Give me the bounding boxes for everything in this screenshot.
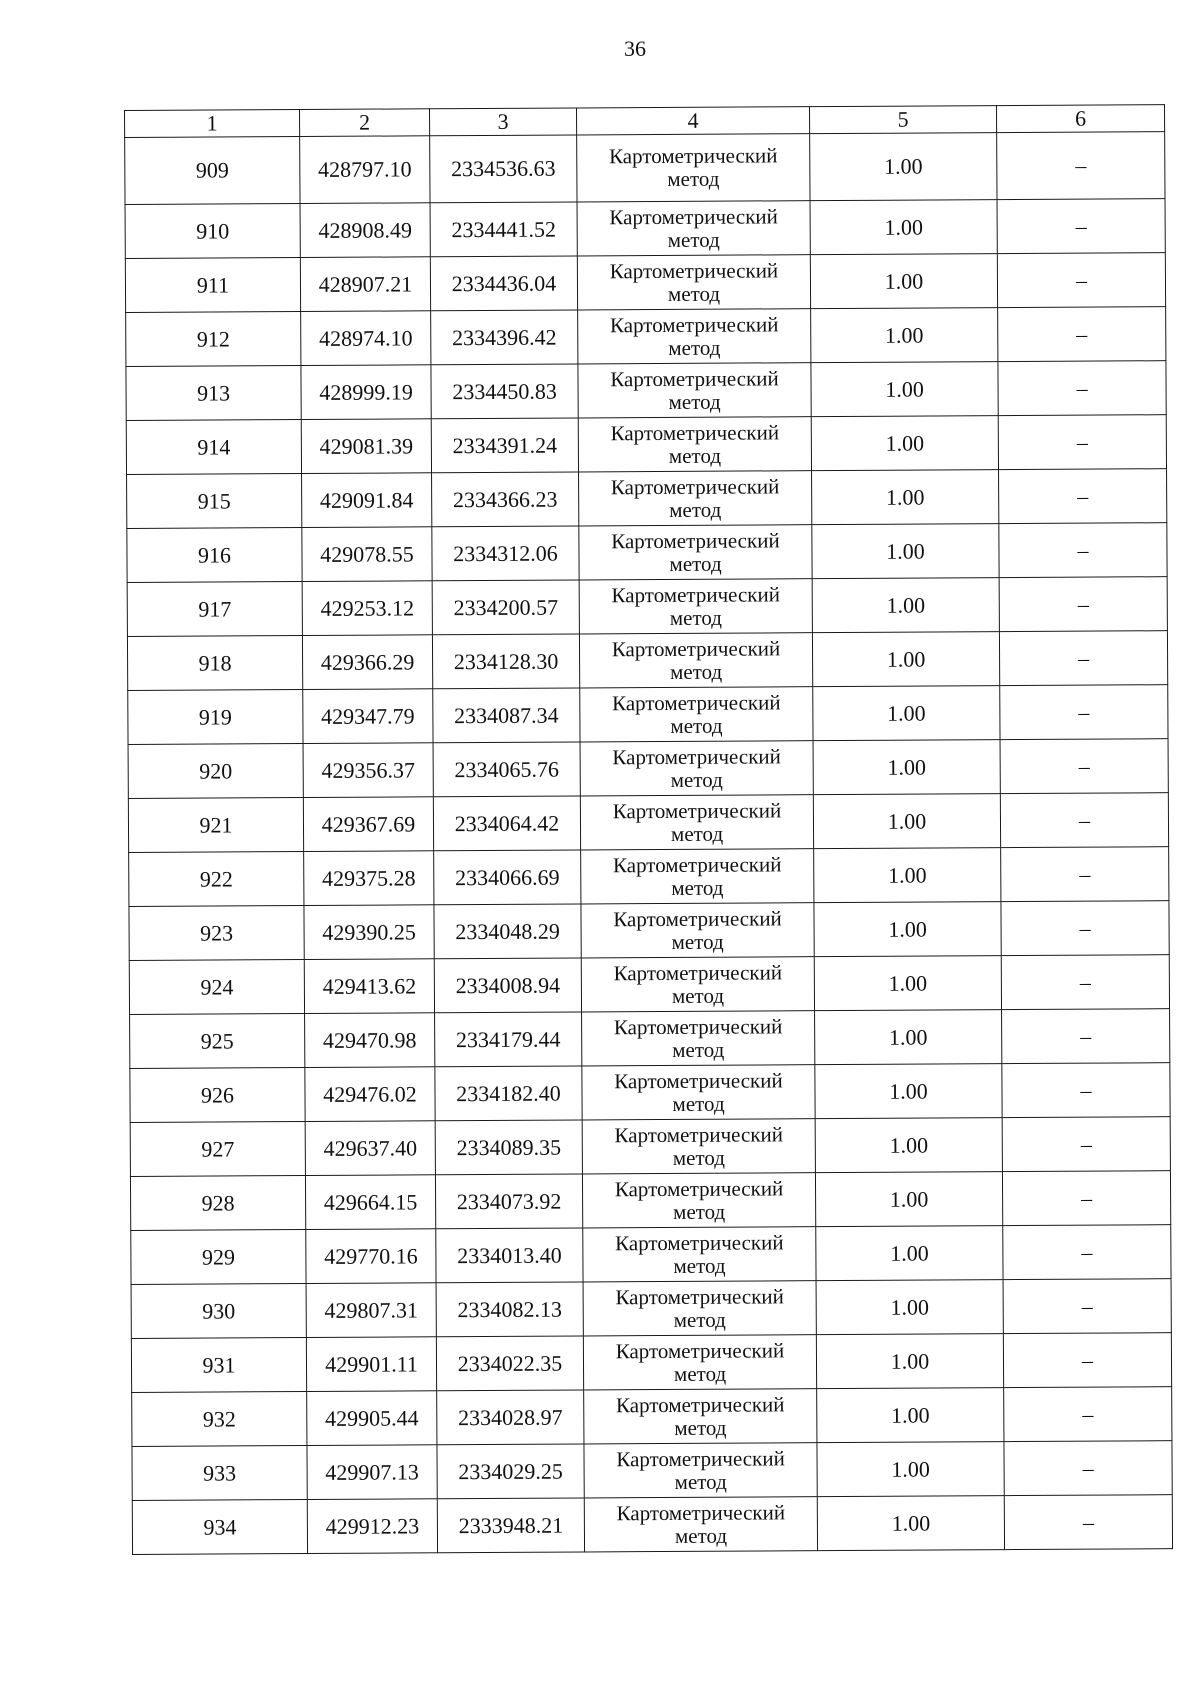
method-line-1: Картометрический [615, 1337, 785, 1363]
method-line-1: Картометрический [610, 365, 779, 391]
table-row [131, 1279, 1171, 1339]
method-cell [584, 1497, 817, 1552]
point-number-cell: 918 [127, 636, 302, 691]
accuracy-cell: 1.00 [814, 848, 1001, 903]
method-line-1: Картометрический [610, 419, 780, 445]
y-coordinate-cell: 2334082.13 [436, 1282, 583, 1337]
table-row [129, 901, 1169, 961]
method-line-1: Картометрический [608, 143, 778, 169]
point-number-cell: 929 [131, 1230, 306, 1285]
method-cell [578, 363, 811, 418]
note-cell: – [1004, 1495, 1172, 1550]
note-cell: – [997, 199, 1165, 254]
point-number-cell: 920 [128, 744, 303, 799]
note-cell: – [1000, 793, 1168, 848]
method-line-2: метод [669, 605, 722, 630]
method-line-1: Картометрический [612, 797, 782, 823]
accuracy-cell: 1.00 [815, 1118, 1002, 1173]
table-row [127, 469, 1167, 529]
method-cell [584, 1443, 817, 1498]
method-line-1: Картометрический [613, 1013, 783, 1039]
method-cell [581, 849, 814, 904]
method-line-2: метод [669, 497, 722, 522]
x-coordinate-cell: 429091.84 [302, 473, 432, 528]
method-cell [582, 1011, 815, 1066]
page-number: 36 [624, 36, 646, 61]
method-line-1: Картометрический [609, 257, 779, 283]
method-line-2: метод [672, 1091, 725, 1116]
point-number-cell: 930 [131, 1284, 306, 1339]
table-row [126, 415, 1166, 475]
method-line-2: метод [674, 1523, 728, 1548]
method-line-2: метод [673, 1361, 727, 1386]
note-cell: – [1004, 1387, 1172, 1442]
y-coordinate-cell: 2334441.52 [430, 202, 577, 257]
method-line-2: метод [674, 1469, 727, 1494]
point-number-cell: 924 [129, 960, 304, 1015]
method-line-1: Картометрический [612, 743, 781, 769]
method-line-2: метод [674, 1415, 727, 1440]
note-cell: – [1003, 1333, 1171, 1388]
x-coordinate-cell: 429637.40 [305, 1121, 435, 1176]
method-line-2: метод [668, 443, 722, 468]
point-number-cell: 919 [128, 690, 303, 745]
note-cell: – [1000, 685, 1168, 740]
method-line-2: метод [670, 821, 724, 846]
y-coordinate-cell: 2334066.69 [434, 850, 581, 905]
y-coordinate-cell: 2334089.35 [435, 1120, 582, 1175]
accuracy-cell: 1.00 [811, 308, 998, 363]
y-coordinate-cell: 2333948.21 [437, 1498, 584, 1553]
note-cell: – [1003, 1279, 1171, 1334]
method-line-2: метод [668, 389, 721, 414]
x-coordinate-cell: 429081.39 [301, 419, 431, 474]
method-cell [583, 1227, 816, 1282]
x-coordinate-cell: 429356.37 [303, 743, 433, 798]
x-coordinate-cell: 429375.28 [304, 851, 434, 906]
table-row [128, 793, 1168, 853]
table-row [127, 577, 1167, 637]
header-col-1: 1 [125, 110, 300, 138]
method-cell [582, 1119, 815, 1174]
accuracy-cell: 1.00 [816, 1334, 1003, 1389]
method-cell [583, 1281, 816, 1336]
point-number-cell: 932 [132, 1391, 307, 1446]
x-coordinate-cell: 429476.02 [305, 1067, 435, 1122]
accuracy-cell: 1.00 [816, 1226, 1003, 1281]
x-coordinate-cell: 429078.55 [302, 527, 432, 582]
method-line-2: метод [667, 227, 720, 252]
y-coordinate-cell: 2334179.44 [435, 1012, 582, 1067]
table-row [130, 1171, 1170, 1231]
accuracy-cell: 1.00 [810, 254, 997, 309]
method-line-1: Картометрический [611, 635, 781, 661]
method-cell [579, 579, 812, 634]
point-number-cell: 912 [126, 312, 301, 367]
method-line-1: Картометрический [614, 1121, 784, 1147]
note-cell: – [999, 631, 1167, 686]
method-line-2: метод [670, 713, 723, 738]
method-line-2: метод [669, 551, 722, 576]
header-col-4: 4 [576, 107, 809, 135]
note-cell: – [998, 415, 1166, 470]
x-coordinate-cell: 429770.16 [306, 1229, 436, 1284]
x-coordinate-cell: 428907.21 [300, 257, 430, 312]
x-coordinate-cell: 429901.11 [306, 1337, 436, 1392]
x-coordinate-cell: 429912.23 [307, 1499, 437, 1554]
note-cell: – [1002, 1171, 1170, 1226]
y-coordinate-cell: 2334536.63 [430, 135, 577, 203]
accuracy-cell: 1.00 [816, 1280, 1003, 1335]
table-row [130, 1063, 1170, 1123]
accuracy-cell: 1.00 [811, 416, 998, 471]
accuracy-cell: 1.00 [815, 1010, 1002, 1065]
method-cell [581, 903, 814, 958]
method-line-1: Картометрический [614, 1067, 783, 1093]
note-cell: – [1002, 1117, 1170, 1172]
accuracy-cell: 1.00 [812, 524, 999, 579]
method-line-2: метод [670, 767, 723, 792]
x-coordinate-cell: 429470.98 [305, 1013, 435, 1068]
method-cell [580, 795, 813, 850]
note-cell: – [1003, 1225, 1171, 1280]
note-cell: – [999, 577, 1167, 632]
accuracy-cell: 1.00 [813, 740, 1000, 795]
header-col-6: 6 [996, 105, 1164, 133]
method-cell [579, 471, 812, 526]
table-row [128, 739, 1168, 799]
x-coordinate-cell: 428908.49 [300, 203, 430, 258]
method-cell [577, 255, 810, 310]
method-line-2: метод [667, 166, 720, 191]
method-line-2: метод [668, 335, 721, 360]
accuracy-cell: 1.00 [810, 133, 997, 201]
method-line-1: Картометрический [615, 1229, 784, 1255]
coordinates-table [124, 104, 1173, 1555]
note-cell: – [999, 469, 1167, 524]
method-cell [579, 633, 812, 688]
table-row [129, 847, 1169, 907]
table-row [129, 955, 1169, 1015]
accuracy-cell: 1.00 [817, 1388, 1004, 1443]
point-number-cell: 934 [132, 1499, 307, 1554]
coordinates-table-container [124, 104, 1172, 1555]
table-row [130, 1117, 1170, 1177]
method-cell [578, 309, 811, 364]
method-line-2: метод [667, 281, 721, 306]
table-row [128, 685, 1168, 745]
method-line-1: Картометрический [609, 203, 778, 229]
table-row [125, 253, 1165, 313]
y-coordinate-cell: 2334022.35 [436, 1336, 583, 1391]
y-coordinate-cell: 2334028.97 [437, 1390, 584, 1445]
header-col-2: 2 [300, 109, 430, 137]
point-number-cell: 933 [132, 1445, 307, 1500]
accuracy-cell: 1.00 [814, 956, 1001, 1011]
note-cell: – [1001, 955, 1169, 1010]
method-line-2: метод [673, 1307, 726, 1332]
accuracy-cell: 1.00 [812, 632, 999, 687]
method-line-1: Картометрический [611, 527, 780, 553]
x-coordinate-cell: 429367.69 [303, 797, 433, 852]
method-line-1: Картометрический [616, 1445, 785, 1471]
accuracy-cell: 1.00 [815, 1064, 1002, 1119]
y-coordinate-cell: 2334312.06 [432, 526, 579, 581]
x-coordinate-cell: 429390.25 [304, 905, 434, 960]
header-col-3: 3 [429, 108, 576, 136]
point-number-cell: 917 [127, 582, 302, 637]
note-cell: – [1000, 739, 1168, 794]
point-number-cell: 922 [129, 852, 304, 907]
accuracy-cell: 1.00 [810, 200, 997, 255]
method-line-2: метод [673, 1199, 726, 1224]
method-line-1: Картометрический [613, 905, 782, 931]
x-coordinate-cell: 429907.13 [307, 1445, 437, 1500]
y-coordinate-cell: 2334366.23 [432, 472, 579, 527]
y-coordinate-cell: 2334065.76 [433, 742, 580, 797]
accuracy-cell: 1.00 [813, 686, 1000, 741]
table-row [130, 1009, 1170, 1069]
method-line-2: метод [671, 983, 725, 1008]
method-line-2: метод [672, 1145, 725, 1170]
y-coordinate-cell: 2334048.29 [434, 904, 581, 959]
note-cell: – [999, 523, 1167, 578]
note-cell: – [1004, 1441, 1172, 1496]
table-row [132, 1441, 1172, 1501]
method-line-1: Картометрический [615, 1391, 785, 1417]
point-number-cell: 909 [125, 137, 300, 205]
x-coordinate-cell: 429664.15 [305, 1175, 435, 1230]
y-coordinate-cell: 2334436.04 [430, 256, 577, 311]
table-row [132, 1387, 1172, 1447]
x-coordinate-cell: 428974.10 [301, 311, 431, 366]
method-line-1: Картометрический [609, 311, 779, 337]
method-cell [577, 201, 810, 256]
y-coordinate-cell: 2334087.34 [433, 688, 580, 743]
point-number-cell: 925 [130, 1014, 305, 1069]
accuracy-cell: 1.00 [815, 1172, 1002, 1227]
method-line-1: Картометрический [611, 581, 781, 607]
y-coordinate-cell: 2334073.92 [435, 1174, 582, 1229]
method-cell [581, 957, 814, 1012]
method-cell [580, 741, 813, 796]
method-line-2: метод [670, 659, 723, 684]
point-number-cell: 910 [125, 204, 300, 259]
point-number-cell: 921 [128, 798, 303, 853]
y-coordinate-cell: 2334182.40 [435, 1066, 582, 1121]
accuracy-cell: 1.00 [813, 794, 1000, 849]
y-coordinate-cell: 2334064.42 [433, 796, 580, 851]
point-number-cell: 928 [130, 1176, 305, 1231]
method-line-1: Картометрический [613, 959, 783, 985]
table-row [127, 631, 1167, 691]
y-coordinate-cell: 2334396.42 [431, 310, 578, 365]
header-col-5: 5 [809, 106, 996, 134]
point-number-cell: 915 [127, 474, 302, 529]
method-line-2: метод [672, 1037, 725, 1062]
point-number-cell: 926 [130, 1068, 305, 1123]
accuracy-cell: 1.00 [817, 1496, 1004, 1551]
y-coordinate-cell: 2334008.94 [434, 958, 581, 1013]
x-coordinate-cell: 429807.31 [306, 1283, 436, 1338]
method-cell [579, 525, 812, 580]
note-cell: – [997, 132, 1165, 200]
x-coordinate-cell: 429905.44 [307, 1391, 437, 1446]
table-row [131, 1333, 1171, 1393]
point-number-cell: 914 [126, 420, 301, 475]
note-cell: – [1002, 1009, 1170, 1064]
method-line-1: Картометрический [616, 1499, 786, 1525]
method-line-1: Картометрический [610, 473, 780, 499]
method-line-2: метод [671, 875, 724, 900]
y-coordinate-cell: 2334029.25 [437, 1444, 584, 1499]
method-line-2: метод [671, 929, 724, 954]
y-coordinate-cell: 2334450.83 [431, 364, 578, 419]
y-coordinate-cell: 2334200.57 [432, 580, 579, 635]
method-cell [580, 687, 813, 742]
table-row [132, 1495, 1172, 1555]
point-number-cell: 913 [126, 366, 301, 421]
note-cell: – [1001, 901, 1169, 956]
x-coordinate-cell: 428797.10 [300, 136, 430, 204]
point-number-cell: 927 [130, 1122, 305, 1177]
x-coordinate-cell: 429347.79 [303, 689, 433, 744]
method-line-2: метод [673, 1253, 726, 1278]
accuracy-cell: 1.00 [812, 470, 999, 525]
method-line-1: Картометрический [612, 689, 781, 715]
method-cell [583, 1335, 816, 1390]
method-cell [578, 417, 811, 472]
x-coordinate-cell: 428999.19 [301, 365, 431, 420]
point-number-cell: 923 [129, 906, 304, 961]
method-cell [577, 134, 810, 202]
method-line-1: Картометрический [614, 1175, 784, 1201]
method-cell [582, 1065, 815, 1120]
accuracy-cell: 1.00 [812, 578, 999, 633]
point-number-cell: 911 [125, 258, 300, 313]
table-row [131, 1225, 1171, 1285]
x-coordinate-cell: 429253.12 [302, 581, 432, 636]
table-row [125, 199, 1165, 259]
method-cell [584, 1389, 817, 1444]
note-cell: – [997, 253, 1165, 308]
note-cell: – [1002, 1063, 1170, 1118]
accuracy-cell: 1.00 [817, 1442, 1004, 1497]
y-coordinate-cell: 2334128.30 [432, 634, 579, 689]
y-coordinate-cell: 2334391.24 [431, 418, 578, 473]
method-line-1: Картометрический [612, 851, 782, 877]
note-cell: – [1001, 847, 1169, 902]
point-number-cell: 916 [127, 528, 302, 583]
note-cell: – [998, 361, 1166, 416]
accuracy-cell: 1.00 [811, 362, 998, 417]
y-coordinate-cell: 2334013.40 [436, 1228, 583, 1283]
x-coordinate-cell: 429366.29 [302, 635, 432, 690]
point-number-cell: 931 [131, 1338, 306, 1393]
table-row [127, 523, 1167, 583]
note-cell: – [998, 307, 1166, 362]
table-body [125, 132, 1173, 1555]
table-row [126, 361, 1166, 421]
method-line-1: Картометрический [615, 1283, 784, 1309]
method-cell [582, 1173, 815, 1228]
table-row [126, 307, 1166, 367]
x-coordinate-cell: 429413.62 [304, 959, 434, 1014]
accuracy-cell: 1.00 [814, 902, 1001, 957]
table-row [125, 132, 1165, 205]
